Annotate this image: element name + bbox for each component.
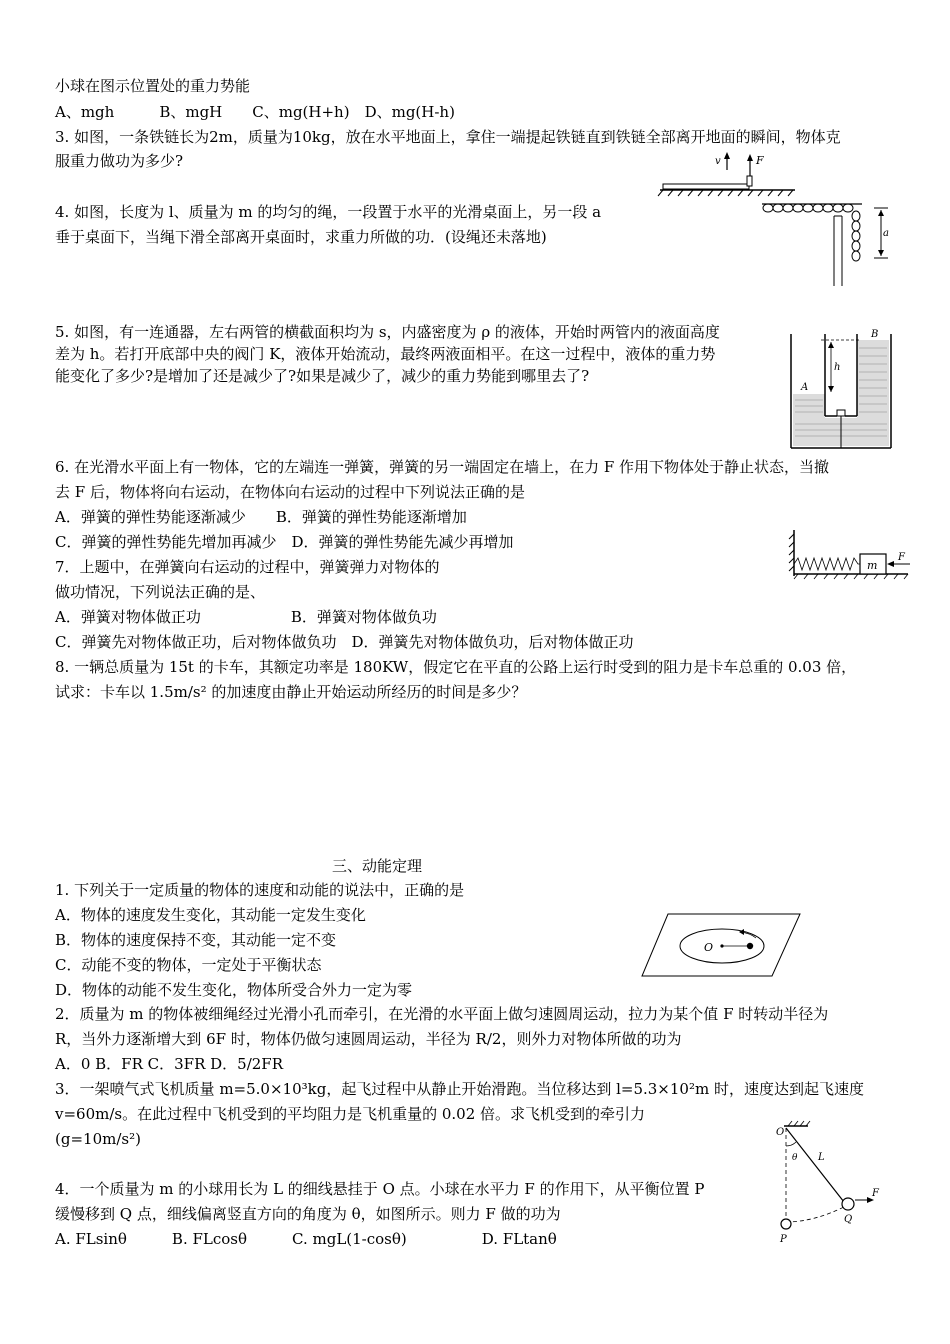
question-8-line-1: 8. 一辆总质量为 15t 的卡车，其额定功率是 180KW，假定它在平直的公路上运行时受到的阻力是卡车总重的 0.03 倍，	[55, 658, 857, 676]
kinetic-q3-line-1: 3．一架喷气式飞机质量 m=5.0×10³kg，起飞过程中从静止开始滑跑。当位移达到 l=5.3×10²m 时，速度达到起飞速度	[55, 1080, 864, 1098]
question-6-options-ab: A．弹簧的弹性势能逐渐减少 B．弹簧的弹性势能逐渐增加	[55, 508, 467, 526]
kinetic-q2-options: A．0 B．FR C．3FR D．5/2FR	[55, 1055, 283, 1073]
kinetic-q1-option-a: A．物体的速度发生变化，其动能一定发生变化	[55, 906, 366, 924]
question-5-line-2: 差为 h。若打开底部中央的阀门 K，液体开始流动，最终两液面相平。在这一过程中，液体的重力势	[55, 345, 716, 363]
kinetic-q2-line-1: 2．质量为 m 的物体被细绳经过光滑小孔而牵引，在光滑的水平面上做匀速圆周运动，拉力为某个值 F 时转动半径为	[55, 1005, 829, 1023]
spring-block-figure	[788, 528, 916, 580]
kinetic-q4-options: A. FLsinθ B. FLcosθ C. mgL(1-cosθ) D. FLtanθ	[55, 1230, 557, 1248]
question-8-line-2: 试求：卡车以 1.5m/s² 的加速度由静止开始运动所经历的时间是多少？	[55, 683, 527, 701]
kinetic-q4-line-1: 4．一个质量为 m 的小球用长为 L 的细线悬挂于 O 点。小球在水平力 F 的作用下，从平衡位置 P	[55, 1180, 705, 1198]
question-6-line-2: 去 F 后，物体将向右运动，在物体向右运动的过程中下列说法正确的是	[55, 483, 525, 501]
section-title: 三、动能定理	[332, 857, 423, 875]
kinetic-q1-line: 1. 下列关于一定质量的物体的速度和动能的说法中，正确的是	[55, 881, 465, 899]
rope-table-figure	[752, 196, 902, 288]
circular-motion-figure	[640, 910, 805, 980]
question-5-line-1: 5. 如图，有一连通器，左右两管的横截面积均为 s，内盛密度为 ρ 的液体，开始时两管内的液面高度	[55, 323, 720, 341]
length-a-label: a	[883, 228, 889, 239]
kinetic-q3-line-3: (g=10m/s²)	[55, 1130, 141, 1148]
height-h-label: h	[834, 362, 841, 373]
pivot-o-label: O	[776, 1127, 785, 1138]
kinetic-q1-option-c: C．动能不变的物体，一定处于平衡状态	[55, 956, 322, 974]
point-p-label: P	[780, 1234, 787, 1245]
length-l-label: L	[818, 1152, 825, 1163]
question-3-line-2: 服重力做功为多少?	[55, 152, 184, 170]
angle-theta-label: θ	[792, 1153, 798, 1163]
options-line: A、mgh B、mgH C、mg(H+h) D、mg(H-h)	[55, 103, 455, 121]
chain-figure	[655, 148, 805, 198]
kinetic-q2-line-2: R，当外力逐渐增大到 6F 时，物体仍做匀速圆周运动，半径为 R/2，则外力对物体所做的功为	[55, 1030, 682, 1048]
question-3-line-1: 3. 如图，一条铁链长为2m，质量为10kg，放在水平地面上，拿住一端提起铁链直到铁链全部离开地面的瞬间，物体克	[55, 128, 841, 146]
force-label: F	[898, 552, 905, 563]
force-label: F	[872, 1188, 879, 1199]
question-4-line-2: 垂于桌面下，当绳下滑全部离开桌面时，求重力所做的功．(设绳还未落地)	[55, 228, 547, 246]
force-label: F	[756, 154, 764, 167]
velocity-label: v	[715, 156, 721, 167]
question-7-options-ab: A．弹簧对物体做正功 B．弹簧对物体做负功	[55, 608, 437, 626]
question-6-line-1: 6. 在光滑水平面上有一物体，它的左端连一弹簧，弹簧的另一端固定在墙上，在力 F 作用下物体处于静止状态，当撤	[55, 458, 830, 476]
kinetic-q4-line-2: 缓慢移到 Q 点，细线偏离竖直方向的角度为 θ，如图所示。则力 F 做的功为	[55, 1205, 561, 1223]
center-o-label: O	[704, 941, 714, 954]
connected-vessel-figure	[785, 326, 900, 451]
text-line: 小球在图示位置处的重力势能	[55, 77, 251, 95]
kinetic-q3-line-2: v=60m/s。在此过程中飞机受到的平均阻力是飞机重量的 0.02 倍。求飞机受到的牵引力	[55, 1105, 646, 1123]
question-6-options-cd: C．弹簧的弹性势能先增加再减少 D．弹簧的弹性势能先减少再增加	[55, 533, 514, 551]
kinetic-q1-option-b: B．物体的速度保持不变，其动能一定不变	[55, 931, 337, 949]
point-q-label: Q	[844, 1214, 853, 1225]
pendulum-figure	[762, 1118, 887, 1250]
tube-a-label: A	[801, 382, 809, 393]
question-5-line-3: 能变化了多少?是增加了还是减少了?如果是减少了，减少的重力势能到哪里去了?	[55, 367, 590, 385]
mass-label: m	[867, 559, 878, 572]
question-7-options-cd: C．弹簧先对物体做正功，后对物体做负功 D．弹簧先对物体做负功，后对物体做正功	[55, 633, 634, 651]
tube-b-label: B	[871, 329, 879, 340]
kinetic-q1-option-d: D．物体的动能不发生变化，物体所受合外力一定为零	[55, 981, 413, 999]
question-7-line-1: 7．上题中，在弹簧向右运动的过程中，弹簧弹力对物体的	[55, 558, 440, 576]
question-4-line-1: 4. 如图，长度为 l、质量为 m 的均匀的绳，一段置于水平的光滑桌面上，另一段 a	[55, 203, 602, 221]
question-7-line-2: 做功情况，下列说法正确的是、	[55, 583, 266, 601]
